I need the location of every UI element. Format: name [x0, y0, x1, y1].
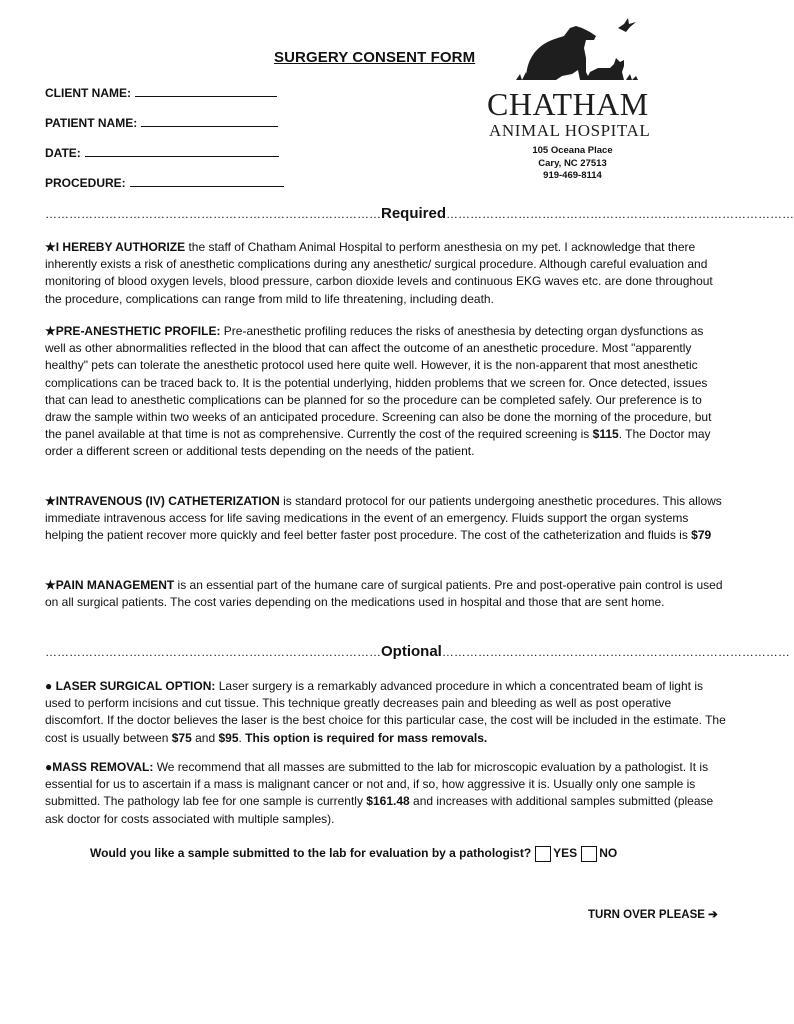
date-line[interactable]	[85, 145, 279, 157]
hospital-address-line2: Cary, NC 27513	[538, 158, 607, 169]
optional-label: Optional	[381, 643, 442, 660]
client-name-line[interactable]	[135, 85, 277, 97]
date-field[interactable]	[45, 145, 279, 160]
pathologist-question	[90, 846, 617, 862]
mass-heading: MASS REMOVAL:	[52, 760, 154, 774]
pre-anesthetic-text-after: . The Doctor may order a different screen or additional tests depending on the needs of the patient.	[45, 427, 711, 459]
divider-dots-right: ……………………………………………………………………………	[446, 207, 794, 221]
pre-anesthetic-heading: PRE-ANESTHETIC PROFILE:	[55, 324, 221, 338]
client-name-field[interactable]	[45, 85, 277, 100]
star-icon: ★	[45, 578, 56, 592]
patient-name-field[interactable]	[45, 115, 278, 130]
turn-over-text: TURN OVER PLEASE	[588, 909, 705, 921]
procedure-label: PROCEDURE:	[45, 176, 126, 190]
optional-divider	[45, 643, 790, 660]
hospital-logo-silhouette	[486, 14, 686, 86]
mass-removal-paragraph	[45, 759, 727, 828]
arrow-right-icon: ➔	[708, 909, 718, 921]
form-title: SURGERY CONSENT FORM	[274, 49, 476, 66]
yes-checkbox[interactable]	[535, 846, 551, 862]
hospital-phone: 919-469-8114	[543, 170, 602, 181]
authorize-heading: I HEREBY AUTHORIZE	[55, 240, 186, 254]
iv-text: is standard protocol for our patients undergoing anesthetic procedures. This allows immediate intravenous access for life saving medications in the event of an emergency. Fluids support the organ systems helping the patient recover more quickly and feel better faster post procedure. The cost of the catheterization and fluids is	[45, 494, 722, 543]
laser-price-low: $75	[171, 730, 192, 745]
pain-text: is an essential part of the humane care of surgical patients. Pre and post-operative pain control is used on all surgical patients. The cost varies depending on the medications used in hospital and those that are sent home.	[45, 578, 723, 610]
pre-anesthetic-price: $115	[592, 427, 619, 442]
procedure-field[interactable]	[45, 175, 284, 190]
yes-label: YES	[553, 846, 578, 861]
date-label: DATE:	[45, 146, 81, 160]
hospital-subtitle: ANIMAL HOSPITAL	[489, 121, 651, 140]
question-text: Would you like a sample submitted to the lab for evaluation by a pathologist?	[90, 846, 532, 861]
mass-text-after: and increases with additional samples submitted (please ask doctor for costs associated with multiple samples).	[45, 794, 714, 826]
required-divider	[45, 205, 794, 222]
divider-dots-left: …………………………………………………………………………	[45, 645, 381, 659]
iv-heading: INTRAVENOUS (IV) CATHETERIZATION	[55, 494, 280, 508]
laser-heading: LASER SURGICAL OPTION:	[55, 679, 216, 693]
divider-dots-left: …………………………………………………………………………	[45, 207, 381, 221]
pain-heading: PAIN MANAGEMENT	[55, 578, 175, 592]
hospital-name: CHATHAM	[487, 86, 649, 122]
pre-anesthetic-text: Pre-anesthetic profiling reduces the risks of anesthesia by detecting organ dysfunctions as well as other abnormalities reflected in the blood that can affect the outcome of an anesthetic procedure. Most "apparently healthy" pets can tolerate the anesthetic protocol used here quite well. However, it is the non-apparent that most anesthetic complications can be traced back to. It is the potential underlying, hidden problems that we screen for. Once detected, issues that can lead to anesthetic complications can be planned for so the procedure can be completed safely. Our preference is to draw the sample within two weeks of an anticipated procedure. Screening can also be done the morning of the procedure, but the panel available at that time is not as comprehensive. Currently the cost of the required screening is	[45, 324, 712, 442]
laser-required-note: This option is required for mass removals.	[245, 730, 488, 745]
laser-and: and	[191, 730, 219, 745]
laser-price-high: $95	[218, 730, 239, 745]
pain-paragraph	[45, 577, 727, 611]
star-icon: ★	[45, 494, 56, 508]
no-checkbox[interactable]	[581, 846, 597, 862]
iv-paragraph	[45, 493, 727, 545]
laser-text: Laser surgery is a remarkably advanced procedure in which a concentrated beam of light is used to perform incisions and cut tissue. This technique greatly decreases pain and bleeding as well as post operative discomfort. If the doctor believes the laser is the best choice for this particular case, the cost will be included in the estimate. The cost is usually between	[45, 679, 726, 745]
patient-name-label: PATIENT NAME:	[45, 116, 138, 130]
patient-name-line[interactable]	[141, 115, 278, 127]
required-label: Required	[381, 205, 447, 222]
bullet-icon: ●	[45, 679, 53, 693]
divider-dots-right: ……………………………………………………………………………	[441, 645, 790, 659]
star-icon: ★	[45, 324, 56, 338]
procedure-line[interactable]	[130, 175, 284, 187]
pre-anesthetic-paragraph	[45, 323, 727, 461]
turn-over-note	[588, 907, 718, 921]
laser-paragraph	[45, 678, 727, 747]
mass-text: We recommend that all masses are submitted to the lab for microscopic evaluation by a pathologist. It is essential for us to ascertain if a mass is malignant cancer or not and, if so, how aggressive it is. Usually only one sample is submitted. The pathology lab fee for one sample is currently	[45, 760, 709, 809]
laser-period: .	[238, 730, 246, 745]
client-name-label: CLIENT NAME:	[45, 86, 131, 100]
star-icon: ★	[45, 240, 56, 254]
iv-price: $79	[691, 528, 712, 543]
no-label: NO	[599, 846, 618, 861]
authorize-text: the staff of Chatham Animal Hospital to perform anesthesia on my pet. I acknowledge that there inherently exists a risk of anesthetic complications during any anesthetic/ surgical procedure. Although careful evaluation and monitoring of blood oxygen levels, blood pressure, carbon dioxide levels and continuous EKG waves etc. are done throughout the procedure, complications can range from mild to life threatening, including death.	[45, 240, 713, 306]
authorize-paragraph	[45, 239, 727, 308]
bullet-icon: ●	[45, 760, 53, 774]
mass-price: $161.48	[366, 794, 410, 809]
hospital-address-line1: 105 Oceana Place	[532, 145, 613, 156]
